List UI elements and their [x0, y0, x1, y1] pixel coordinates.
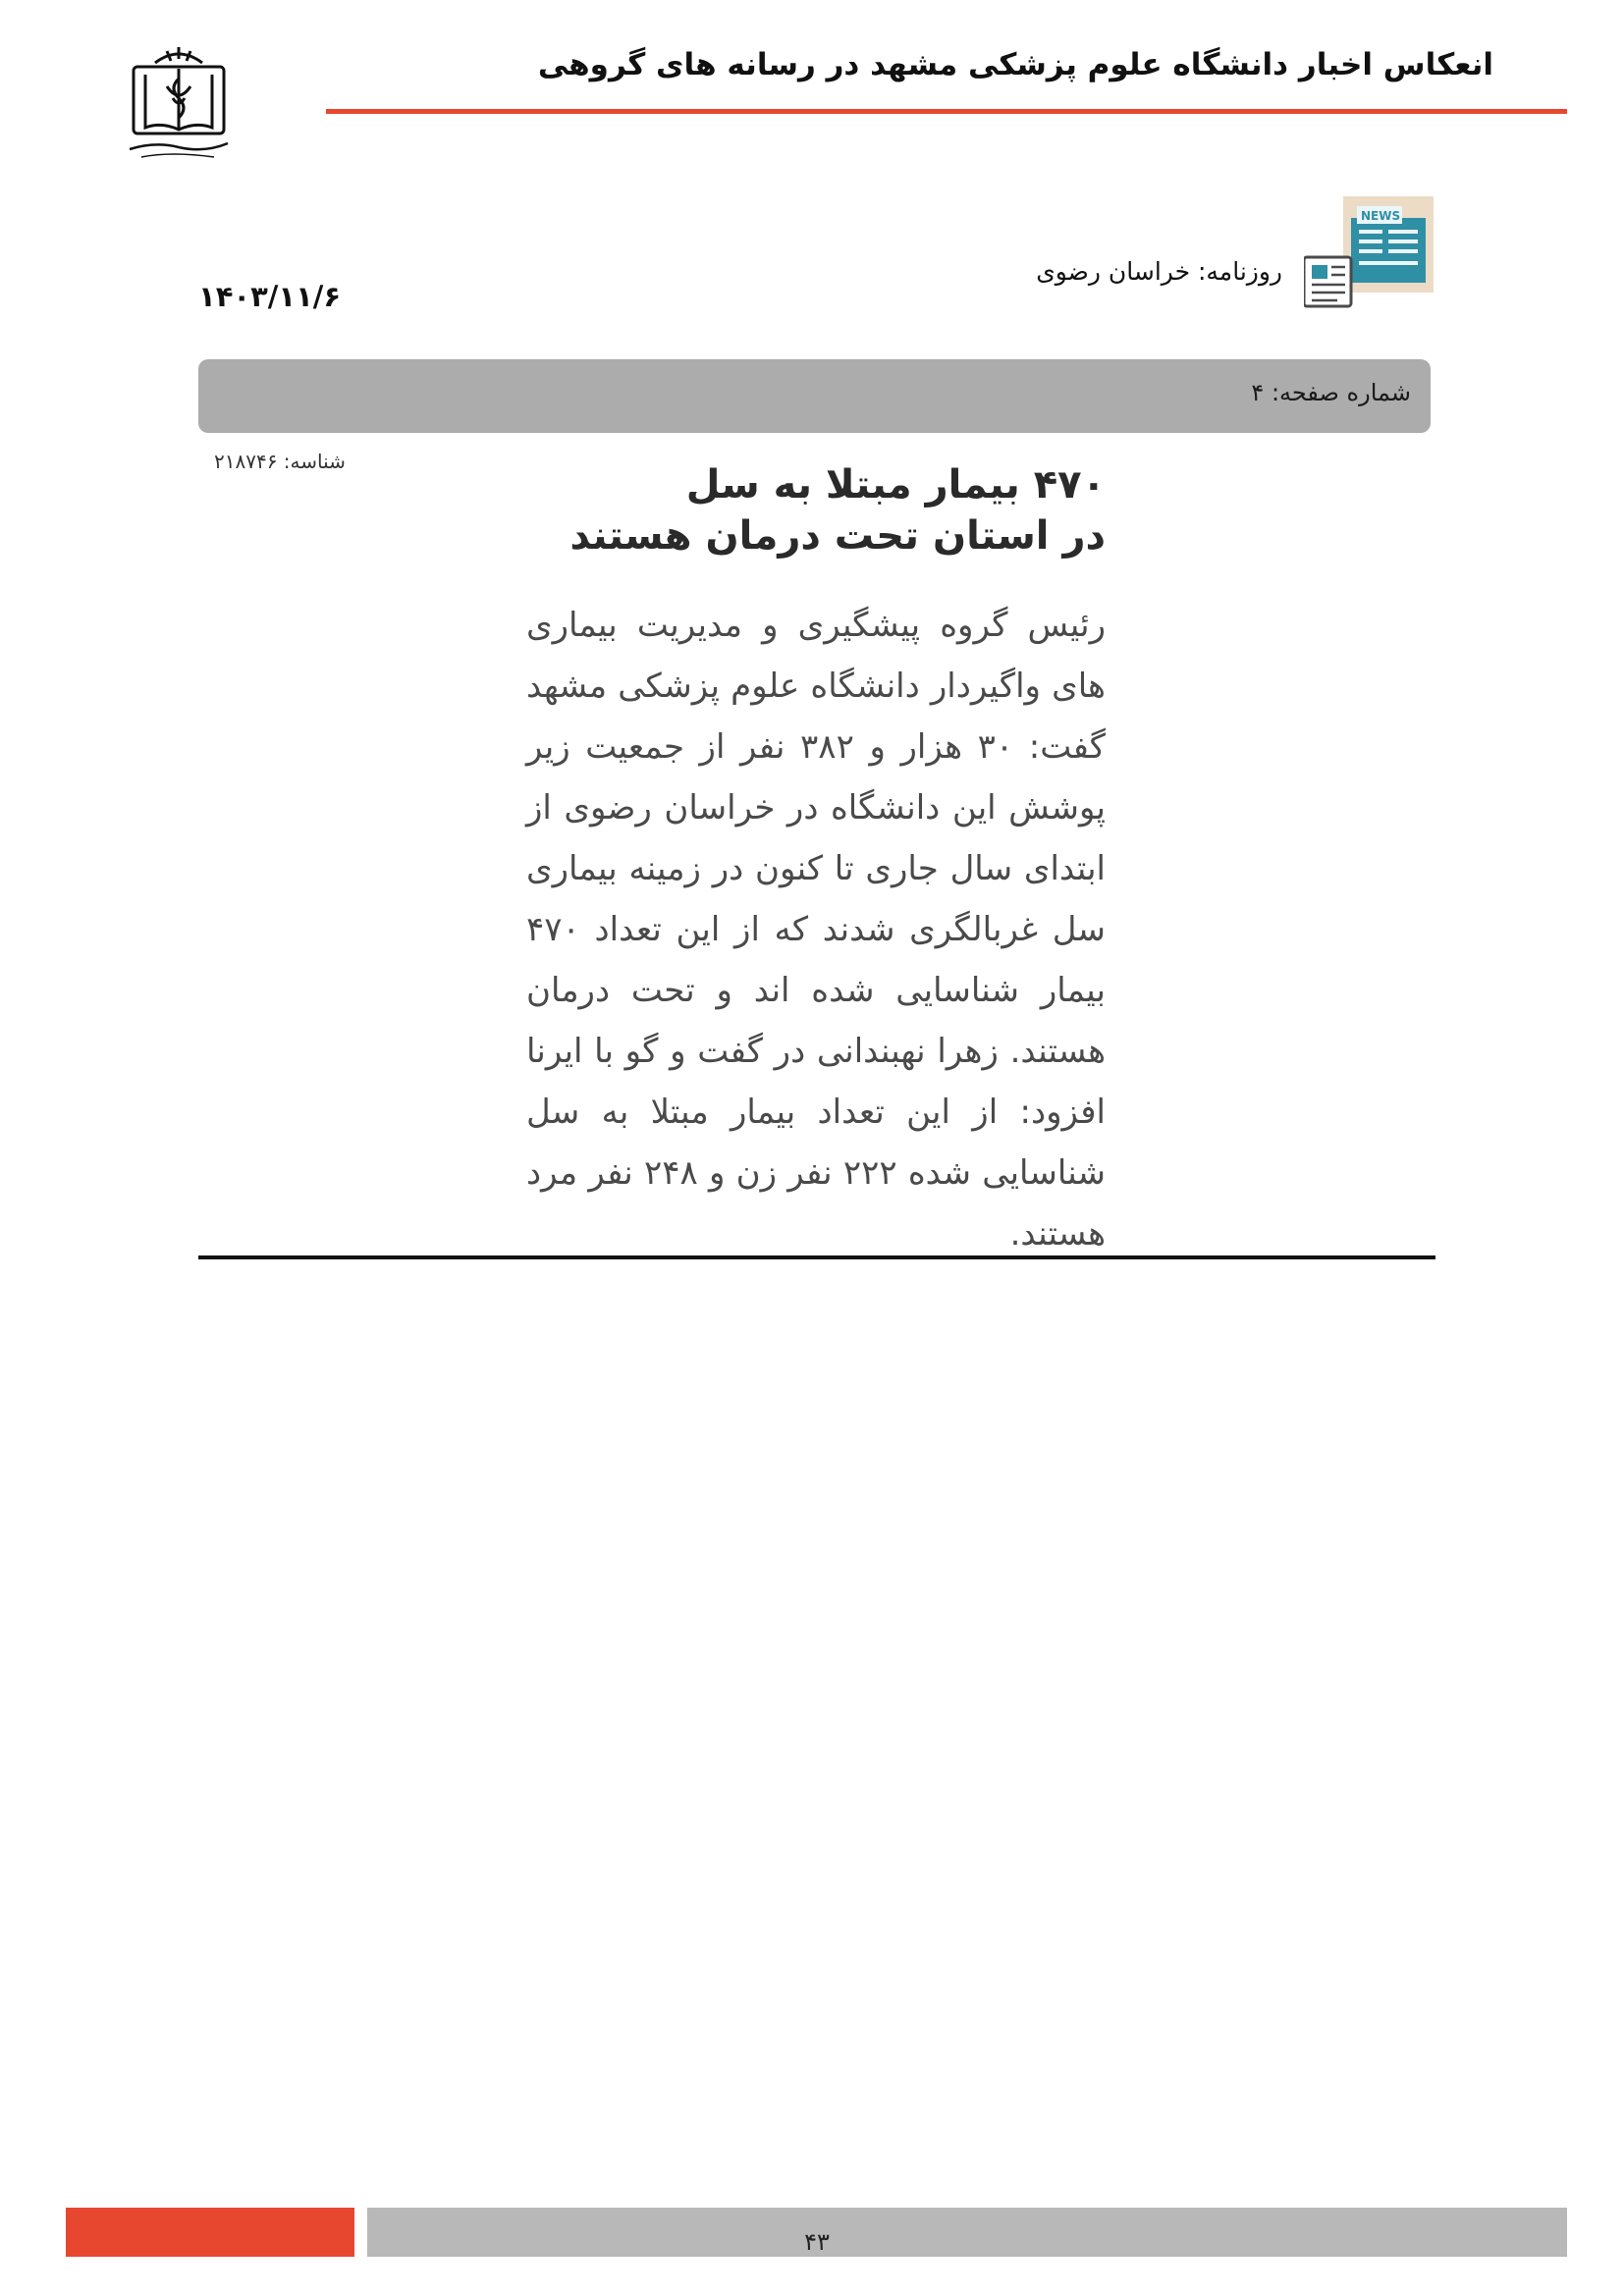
article-id: شناسه: ۲۱۸۷۴۶ [214, 450, 346, 473]
university-logo-icon [116, 39, 242, 165]
newspaper-name: روزنامه: خراسان رضوی [1036, 257, 1282, 286]
issue-date: ۱۴۰۳/۱۱/۶ [198, 280, 342, 313]
report-title: انعکاس اخبار دانشگاه علوم پزشکی مشهد در رسانه های گروهی [537, 47, 1493, 82]
article-end-divider [198, 1255, 1435, 1259]
page-number-label: شماره صفحه: ۴ [1251, 379, 1411, 406]
svg-text:NEWS: NEWS [1361, 209, 1401, 223]
article-title-line-1: ۴۷۰ بیمار مبتلا به سل [685, 462, 1106, 507]
footer-accent-bar [66, 2208, 354, 2257]
header-divider [326, 109, 1567, 114]
page-number-bar [198, 359, 1431, 433]
article-title-line-2: در استان تحت درمان هستند [569, 513, 1106, 559]
article-body: رئیس گروه پیشگیری و مدیریت بیماری های واگیردار دانشگاه علوم پزشکی مشهد گفت: ۳۰ هزار و ۳۸۲ نفر از جمعیت زیر پوشش این دانشگاه در خراسان رضوی از ابتدای سال جاری تا کنون در زمینه بیماری سل غربالگری شدند که از این تعداد ۴۷۰ بیمار شناسایی شده اند و تحت درمان هستند. زهرا نهبندانی در گفت و گو با ایرنا افزود: از این تعداد بیمار مبتلا به سل شناسایی شده ۲۲۲ نفر زن و ۲۴۸ نفر مرد هستند. [526, 606, 1106, 1254]
newspaper-icon [1304, 196, 1434, 310]
page-number: ۴۳ [804, 2228, 830, 2256]
footer-bar [367, 2208, 1567, 2257]
article-title [516, 459, 1106, 561]
